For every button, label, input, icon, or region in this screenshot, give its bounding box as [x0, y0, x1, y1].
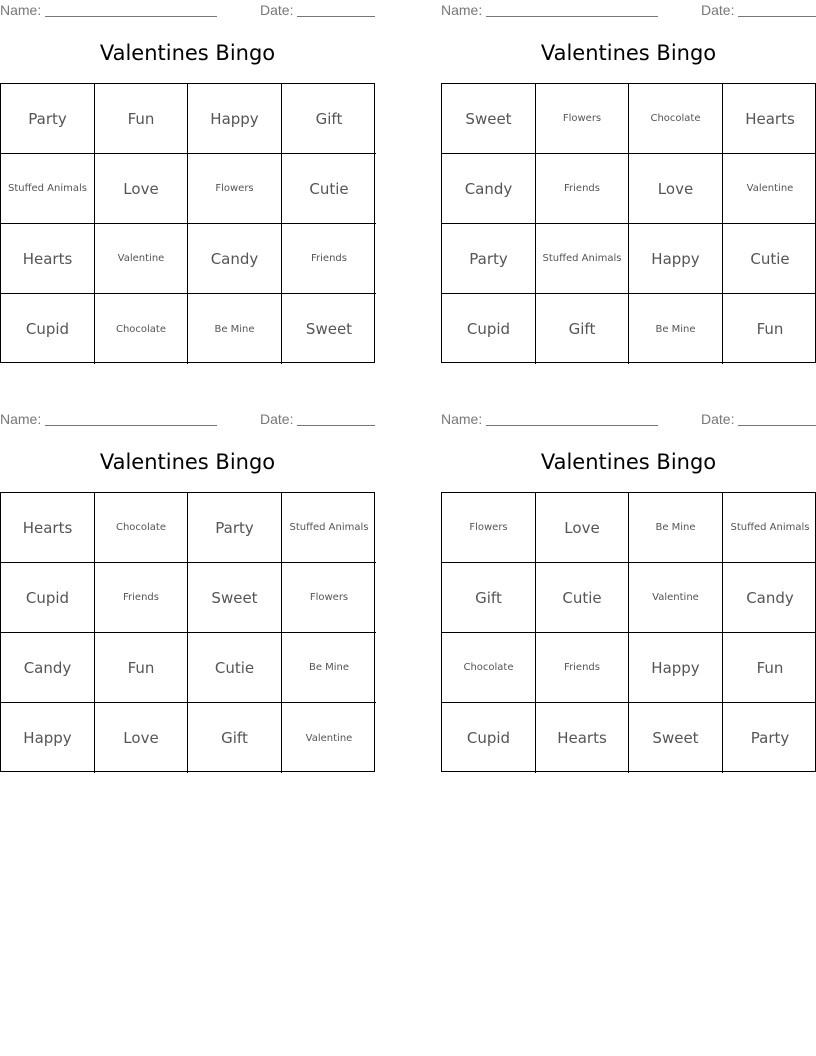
bingo-card-4	[441, 409, 816, 747]
name-label: Name:	[0, 411, 42, 427]
name-date-line	[0, 0, 375, 22]
bingo-cell: Fun	[95, 633, 188, 703]
bingo-cell: Happy	[188, 84, 282, 154]
bingo-cell: Happy	[629, 224, 723, 294]
bingo-grid	[0, 83, 375, 363]
bingo-cell: Flowers	[442, 493, 536, 563]
name-label: Name:	[0, 2, 42, 18]
bingo-cell: Happy	[1, 703, 95, 773]
name-label: Name:	[441, 411, 483, 427]
bingo-cell: Be Mine	[629, 493, 723, 563]
card-title: Valentines Bingo	[540, 450, 717, 474]
bingo-cell: Stuffed Animals	[282, 493, 376, 563]
bingo-cell: Cupid	[442, 294, 536, 364]
bingo-cell: Hearts	[723, 84, 816, 154]
bingo-cell: Gift	[188, 703, 282, 773]
date-blank-line	[738, 425, 816, 426]
bingo-cell: Valentine	[305, 732, 353, 744]
bingo-cell: Hearts	[536, 703, 629, 773]
date-blank-line	[297, 16, 375, 17]
name-label: Name:	[441, 2, 483, 18]
bingo-cell: Love	[95, 154, 188, 224]
bingo-cell: Flowers	[282, 563, 376, 633]
bingo-cell: Hearts	[1, 493, 95, 563]
bingo-cell: Fun	[95, 84, 188, 154]
bingo-cell: Stuffed Animals	[1, 154, 95, 224]
date-label: Date:	[260, 411, 294, 427]
card-title: Valentines Bingo	[540, 41, 717, 65]
bingo-cell: Be Mine	[629, 294, 723, 364]
bingo-cell: Friends	[95, 563, 188, 633]
bingo-cell: Cutie	[188, 633, 282, 703]
bingo-cell: Valentine	[629, 563, 723, 633]
bingo-card-2	[441, 0, 816, 338]
date-blank-line	[738, 16, 816, 17]
name-date-line	[441, 0, 816, 22]
bingo-cell: Party	[188, 493, 282, 563]
bingo-grid	[441, 492, 816, 772]
bingo-cell: Party	[1, 84, 95, 154]
bingo-cell: Flowers	[188, 154, 282, 224]
name-date-line	[441, 409, 816, 431]
bingo-cell: Sweet	[188, 563, 282, 633]
date-label: Date:	[260, 2, 294, 18]
bingo-cell: Be Mine	[282, 633, 376, 703]
bingo-cell: Cutie	[536, 563, 629, 633]
bingo-cell: Happy	[629, 633, 723, 703]
bingo-cell: Party	[750, 729, 790, 747]
bingo-cell: Cupid	[1, 294, 95, 364]
date-label: Date:	[701, 2, 735, 18]
bingo-cell: Candy	[188, 224, 282, 294]
bingo-cell: Cutie	[723, 224, 816, 294]
bingo-cell: Gift	[536, 294, 629, 364]
bingo-cell: Friends	[536, 154, 629, 224]
name-blank-line	[45, 425, 217, 426]
bingo-cell: Love	[536, 493, 629, 563]
bingo-grid	[0, 492, 375, 772]
bingo-cell: Fun	[756, 320, 784, 338]
bingo-cell: Candy	[723, 563, 816, 633]
bingo-cell: Sweet	[629, 703, 723, 773]
bingo-cell: Cupid	[442, 703, 536, 773]
bingo-cell: Chocolate	[629, 84, 723, 154]
name-blank-line	[486, 425, 658, 426]
bingo-cell: Gift	[282, 84, 376, 154]
bingo-cell: Be Mine	[188, 294, 282, 364]
bingo-cell: Sweet	[305, 320, 353, 338]
bingo-cell: Chocolate	[95, 294, 188, 364]
bingo-cell: Stuffed Animals	[536, 224, 629, 294]
bingo-cell: Sweet	[442, 84, 536, 154]
bingo-cell: Candy	[442, 154, 536, 224]
bingo-grid	[441, 83, 816, 363]
date-label: Date:	[701, 411, 735, 427]
bingo-cell: Candy	[1, 633, 95, 703]
bingo-cell: Friends	[536, 633, 629, 703]
bingo-cell: Valentine	[95, 224, 188, 294]
bingo-cell: Party	[442, 224, 536, 294]
bingo-cell: Gift	[442, 563, 536, 633]
bingo-card-3	[0, 409, 375, 747]
bingo-cell: Fun	[723, 633, 816, 703]
bingo-cell: Chocolate	[442, 633, 536, 703]
bingo-cell: Friends	[282, 224, 376, 294]
bingo-cell: Cupid	[1, 563, 95, 633]
card-title: Valentines Bingo	[99, 41, 276, 65]
card-title: Valentines Bingo	[99, 450, 276, 474]
bingo-cell: Chocolate	[95, 493, 188, 563]
bingo-cell: Cutie	[282, 154, 376, 224]
bingo-cell: Stuffed Animals	[723, 493, 816, 563]
name-blank-line	[486, 16, 658, 17]
name-blank-line	[45, 16, 217, 17]
bingo-cell: Hearts	[1, 224, 95, 294]
bingo-card-1	[0, 0, 375, 338]
date-blank-line	[297, 425, 375, 426]
bingo-cell: Valentine	[723, 154, 816, 224]
bingo-cell: Love	[629, 154, 723, 224]
name-date-line	[0, 409, 375, 431]
bingo-cell: Love	[95, 703, 188, 773]
bingo-cell: Flowers	[536, 84, 629, 154]
